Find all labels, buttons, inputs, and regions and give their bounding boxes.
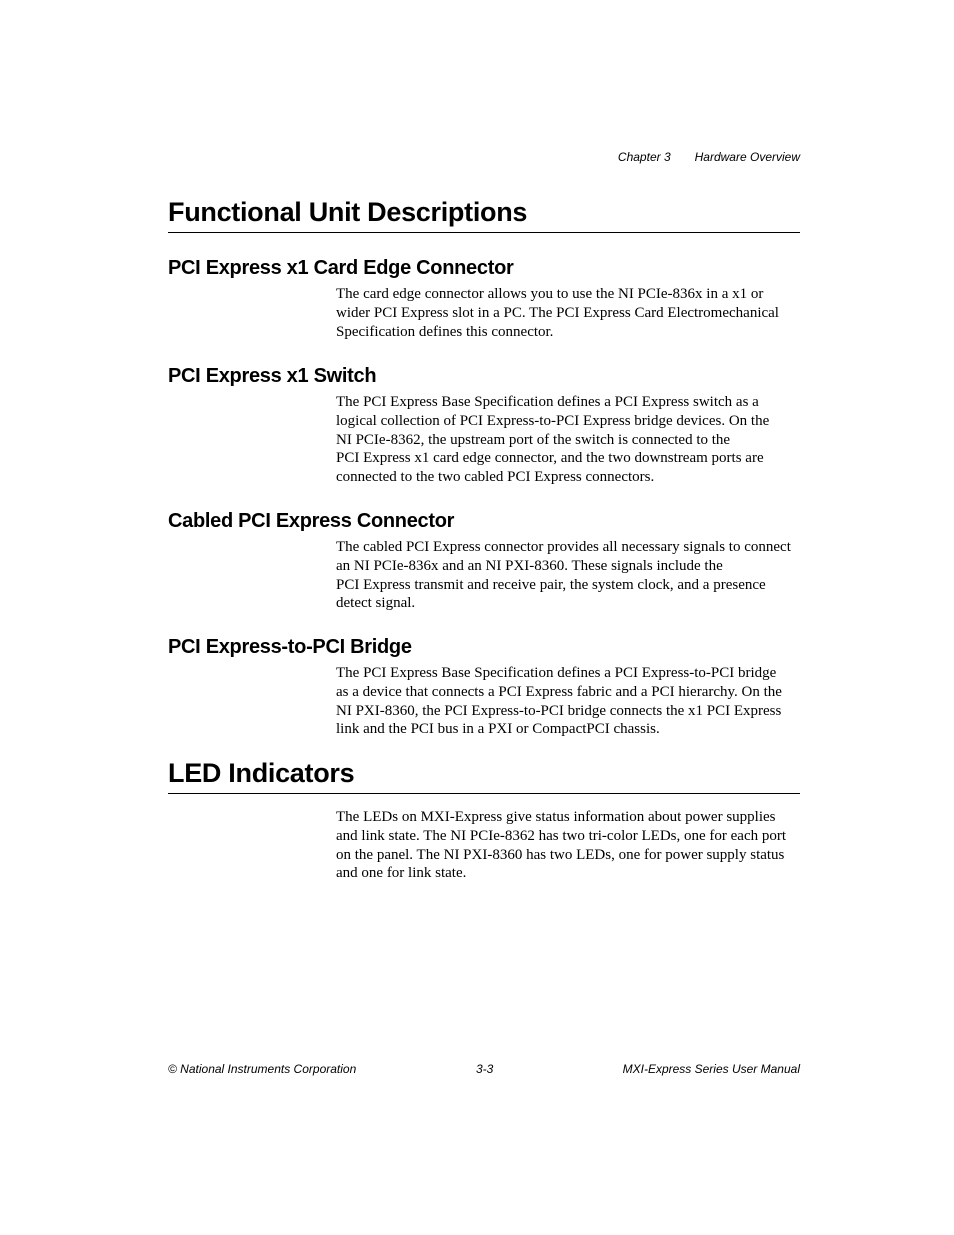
text-line: Specification defines this connector. xyxy=(336,323,554,340)
footer-copyright: © National Instruments Corporation xyxy=(168,1062,357,1076)
text-line: detect signal. xyxy=(336,595,416,612)
footer-manual-title: MXI-Express Series User Manual xyxy=(622,1062,800,1076)
text-line: NI PCIe-8362, the upstream port of the switch is connected to the xyxy=(336,431,731,448)
text-line: as a device that connects a PCI Express fabric and a PCI hierarchy. On the xyxy=(336,683,782,700)
heading-x1-switch: PCI Express x1 Switch xyxy=(168,365,377,387)
paragraph-card-edge-connector xyxy=(336,285,800,341)
text-line: an NI PCIe-836x and an NI PXI-8360. These signals include the xyxy=(336,557,723,574)
text-line: and link state. The NI PCIe-8362 has two tri-color LEDs, one for each port xyxy=(336,827,787,844)
heading-led-indicators: LED Indicators xyxy=(168,757,800,794)
text-line: The card edge connector allows you to use the NI PCIe-836x in a x1 or xyxy=(336,286,764,302)
heading-card-edge-connector: PCI Express x1 Card Edge Connector xyxy=(168,257,514,279)
text-line: The PCI Express Base Specification defines a PCI Express switch as a xyxy=(336,394,759,410)
text-line: and one for link state. xyxy=(336,865,467,882)
paragraph-pci-bridge xyxy=(336,664,800,739)
paragraph-cabled-connector xyxy=(336,538,800,613)
section-label: Hardware Overview xyxy=(694,150,800,164)
heading-cabled-connector: Cabled PCI Express Connector xyxy=(168,510,455,532)
paragraph-x1-switch xyxy=(336,393,800,487)
heading-functional-unit-descriptions: Functional Unit Descriptions xyxy=(168,196,800,233)
text-line: The cabled PCI Express connector provides all necessary signals to connect xyxy=(336,539,791,555)
text-line: connected to the two cabled PCI Express connectors. xyxy=(336,469,655,486)
text-line: wider PCI Express slot in a PC. The PCI Express Card Electromechanical xyxy=(336,304,779,321)
paragraph-led-indicators xyxy=(336,808,800,883)
text-line: PCI Express transmit and receive pair, the system clock, and a presence xyxy=(336,576,766,593)
running-header xyxy=(618,150,800,164)
text-line: logical collection of PCI Express-to-PCI Express bridge devices. On the xyxy=(336,412,770,429)
text-line: The PCI Express Base Specification defines a PCI Express-to-PCI bridge xyxy=(336,665,777,681)
heading-pci-bridge: PCI Express-to-PCI Bridge xyxy=(168,636,412,658)
chapter-label: Chapter 3 xyxy=(617,150,671,164)
text-line: PCI Express x1 card edge connector, and the two downstream ports are xyxy=(336,450,764,467)
text-line: on the panel. The NI PXI-8360 has two LEDs, one for power supply status xyxy=(336,846,785,863)
text-line: link and the PCI bus in a PXI or CompactPCI chassis. xyxy=(336,721,660,738)
footer-page-number: 3-3 xyxy=(476,1062,494,1076)
text-line: NI PXI-8360, the PCI Express-to-PCI bridge connects the x1 PCI Express xyxy=(336,702,782,719)
text-line: The LEDs on MXI-Express give status information about power supplies xyxy=(336,809,776,825)
